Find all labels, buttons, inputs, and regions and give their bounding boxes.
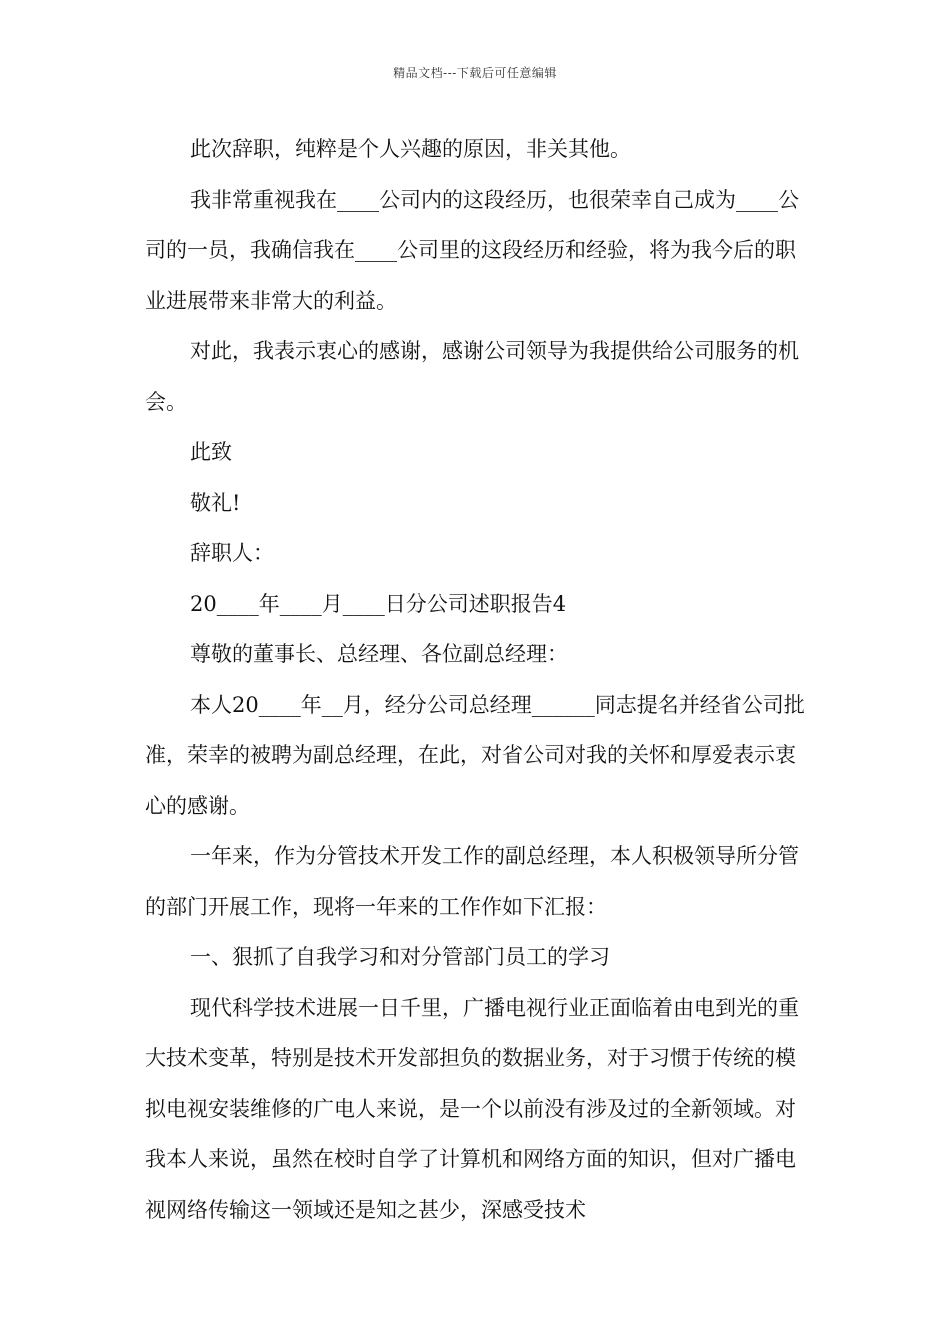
date-and-report-title: 20____年____月____日分公司述职报告4 (190, 591, 567, 616)
paragraph-technology: 现代科学技术进展一日千里，广播电视行业正面临着由电到光的重大技术变革，特别是技术开发部担负的数据业务，对于习惯于传统的模拟电视安装维修的广电人来说，是一个以前没有涉及过的全新领域。对我本人来说，虽然在校时自学了计算机和网络方面的知识，但对广播电视网络传输这一领域还是知之甚少，深感受技术 (145, 995, 799, 1222)
paragraph-thanks: 对此，我表示衷心的感谢，感谢公司领导为我提供给公司服务的机会。 (145, 339, 799, 414)
paragraph-year-summary: 一年来，作为分管技术开发工作的副总经理，本人积极领导所分管的部门开展工作，现将一年来的工作作如下汇报： (145, 844, 799, 919)
report-greeting: 尊敬的董事长、总经理、各位副总经理： (190, 642, 568, 666)
paragraph-appointment: 本人20____年__月，经分公司总经理______同志提名并经省公司批准，荣幸的被聘为副总经理，在此，对省公司对我的关怀和厚爱表示衷心的感谢。 (145, 692, 805, 818)
closing-regards: 敬礼! (190, 490, 241, 515)
section-heading-1: 一、狠抓了自我学习和对分管部门员工的学习 (190, 945, 610, 969)
page-header: 精品文档---下载后可任意编辑 (393, 66, 557, 80)
signature-line: 辞职人： (190, 541, 274, 565)
closing-salutation: 此致 (190, 440, 232, 464)
document-body (145, 124, 810, 1235)
paragraph-experience: 我非常重视我在____公司内的这段经历，也很荣幸自己成为____公司的一员，我确信我在____公司里的这段经历和经验，将为我今后的职业进展带来非常大的利益。 (145, 187, 799, 313)
paragraph-resignation-reason: 此次辞职，纯粹是个人兴趣的原因，非关其他。 (190, 137, 631, 161)
